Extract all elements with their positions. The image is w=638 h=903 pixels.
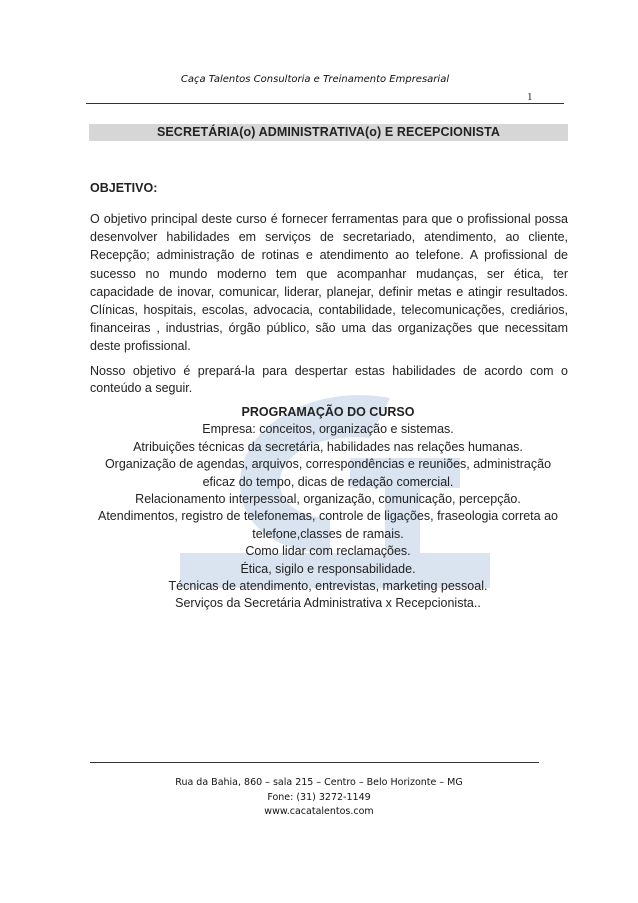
- program-line: Organização de agendas, arquivos, correspondências e reuniões, administração: [104, 457, 552, 472]
- footer: [0, 776, 638, 820]
- program-line: Empresa: conceitos, organização e sistemas.: [202, 422, 454, 437]
- page-number: 1: [527, 91, 533, 103]
- program-line: Ética, sigilo e responsabilidade.: [240, 561, 416, 576]
- header-divider: [86, 103, 564, 104]
- program-line: telefone,classes de ramais.: [252, 526, 404, 541]
- course-program: [86, 404, 570, 613]
- footer-phone: Fone: (31) 3272-1149: [267, 791, 371, 803]
- objective-heading: OBJETIVO:: [90, 181, 158, 195]
- footer-website: www.cacatalentos.com: [264, 806, 374, 817]
- program-line: eficaz do tempo, dicas de redação comercial.: [202, 474, 454, 489]
- objective-paragraph-1: O objetivo principal deste curso é fornecer ferramentas para que o profissional possa desenvolver habilidades em serviços de secretariado, atendimento, ao cliente, Recepção; administração de rotinas e atendimento ao telefone. A profissional de sucesso no mundo moderno tem que acompanhar mudanças, ser ética, ter capacidade de inovar, comunicar, liderar, planejar, definir metas e atingir resultados. Clínicas, hospitais, escolas, advocacia, contabilidade, telecomunicações, crediários, financeiras , industrias, órgão público, são uma das organizações que necessitam deste profissional.: [90, 212, 568, 354]
- footer-divider: [90, 762, 539, 763]
- program-line: Atribuições técnicas da secretária, habilidades nas relações humanas.: [133, 439, 523, 454]
- header-company-text: Caça Talentos Consultoria e Treinamento Empresarial: [180, 74, 450, 85]
- program-heading: PROGRAMAÇÃO DO CURSO: [241, 405, 415, 419]
- document-title: SECRETÁRIA(o) ADMINISTRATIVA(o) E RECEPCIONISTA: [156, 125, 501, 139]
- program-line: Como lidar com reclamações.: [245, 544, 411, 559]
- footer-address: Rua da Bahia, 860 – sala 215 – Centro – Belo Horizonte – MG: [175, 777, 463, 788]
- header-company-name: [0, 74, 638, 85]
- program-line: Atendimentos, registro de telefonemas, controle de ligações, fraseologia correta ao: [98, 509, 558, 524]
- program-line: Relacionamento interpessoal, organização, comunicação, percepção.: [135, 492, 521, 507]
- program-line: Técnicas de atendimento, entrevistas, marketing pessoal.: [168, 579, 488, 594]
- objective-paragraph-2: Nosso objetivo é prepará-la para despertar estas habilidades de acordo com o conteúdo a seguir.: [90, 364, 568, 395]
- program-line: Serviços da Secretária Administrativa x Recepcionista..: [175, 596, 481, 611]
